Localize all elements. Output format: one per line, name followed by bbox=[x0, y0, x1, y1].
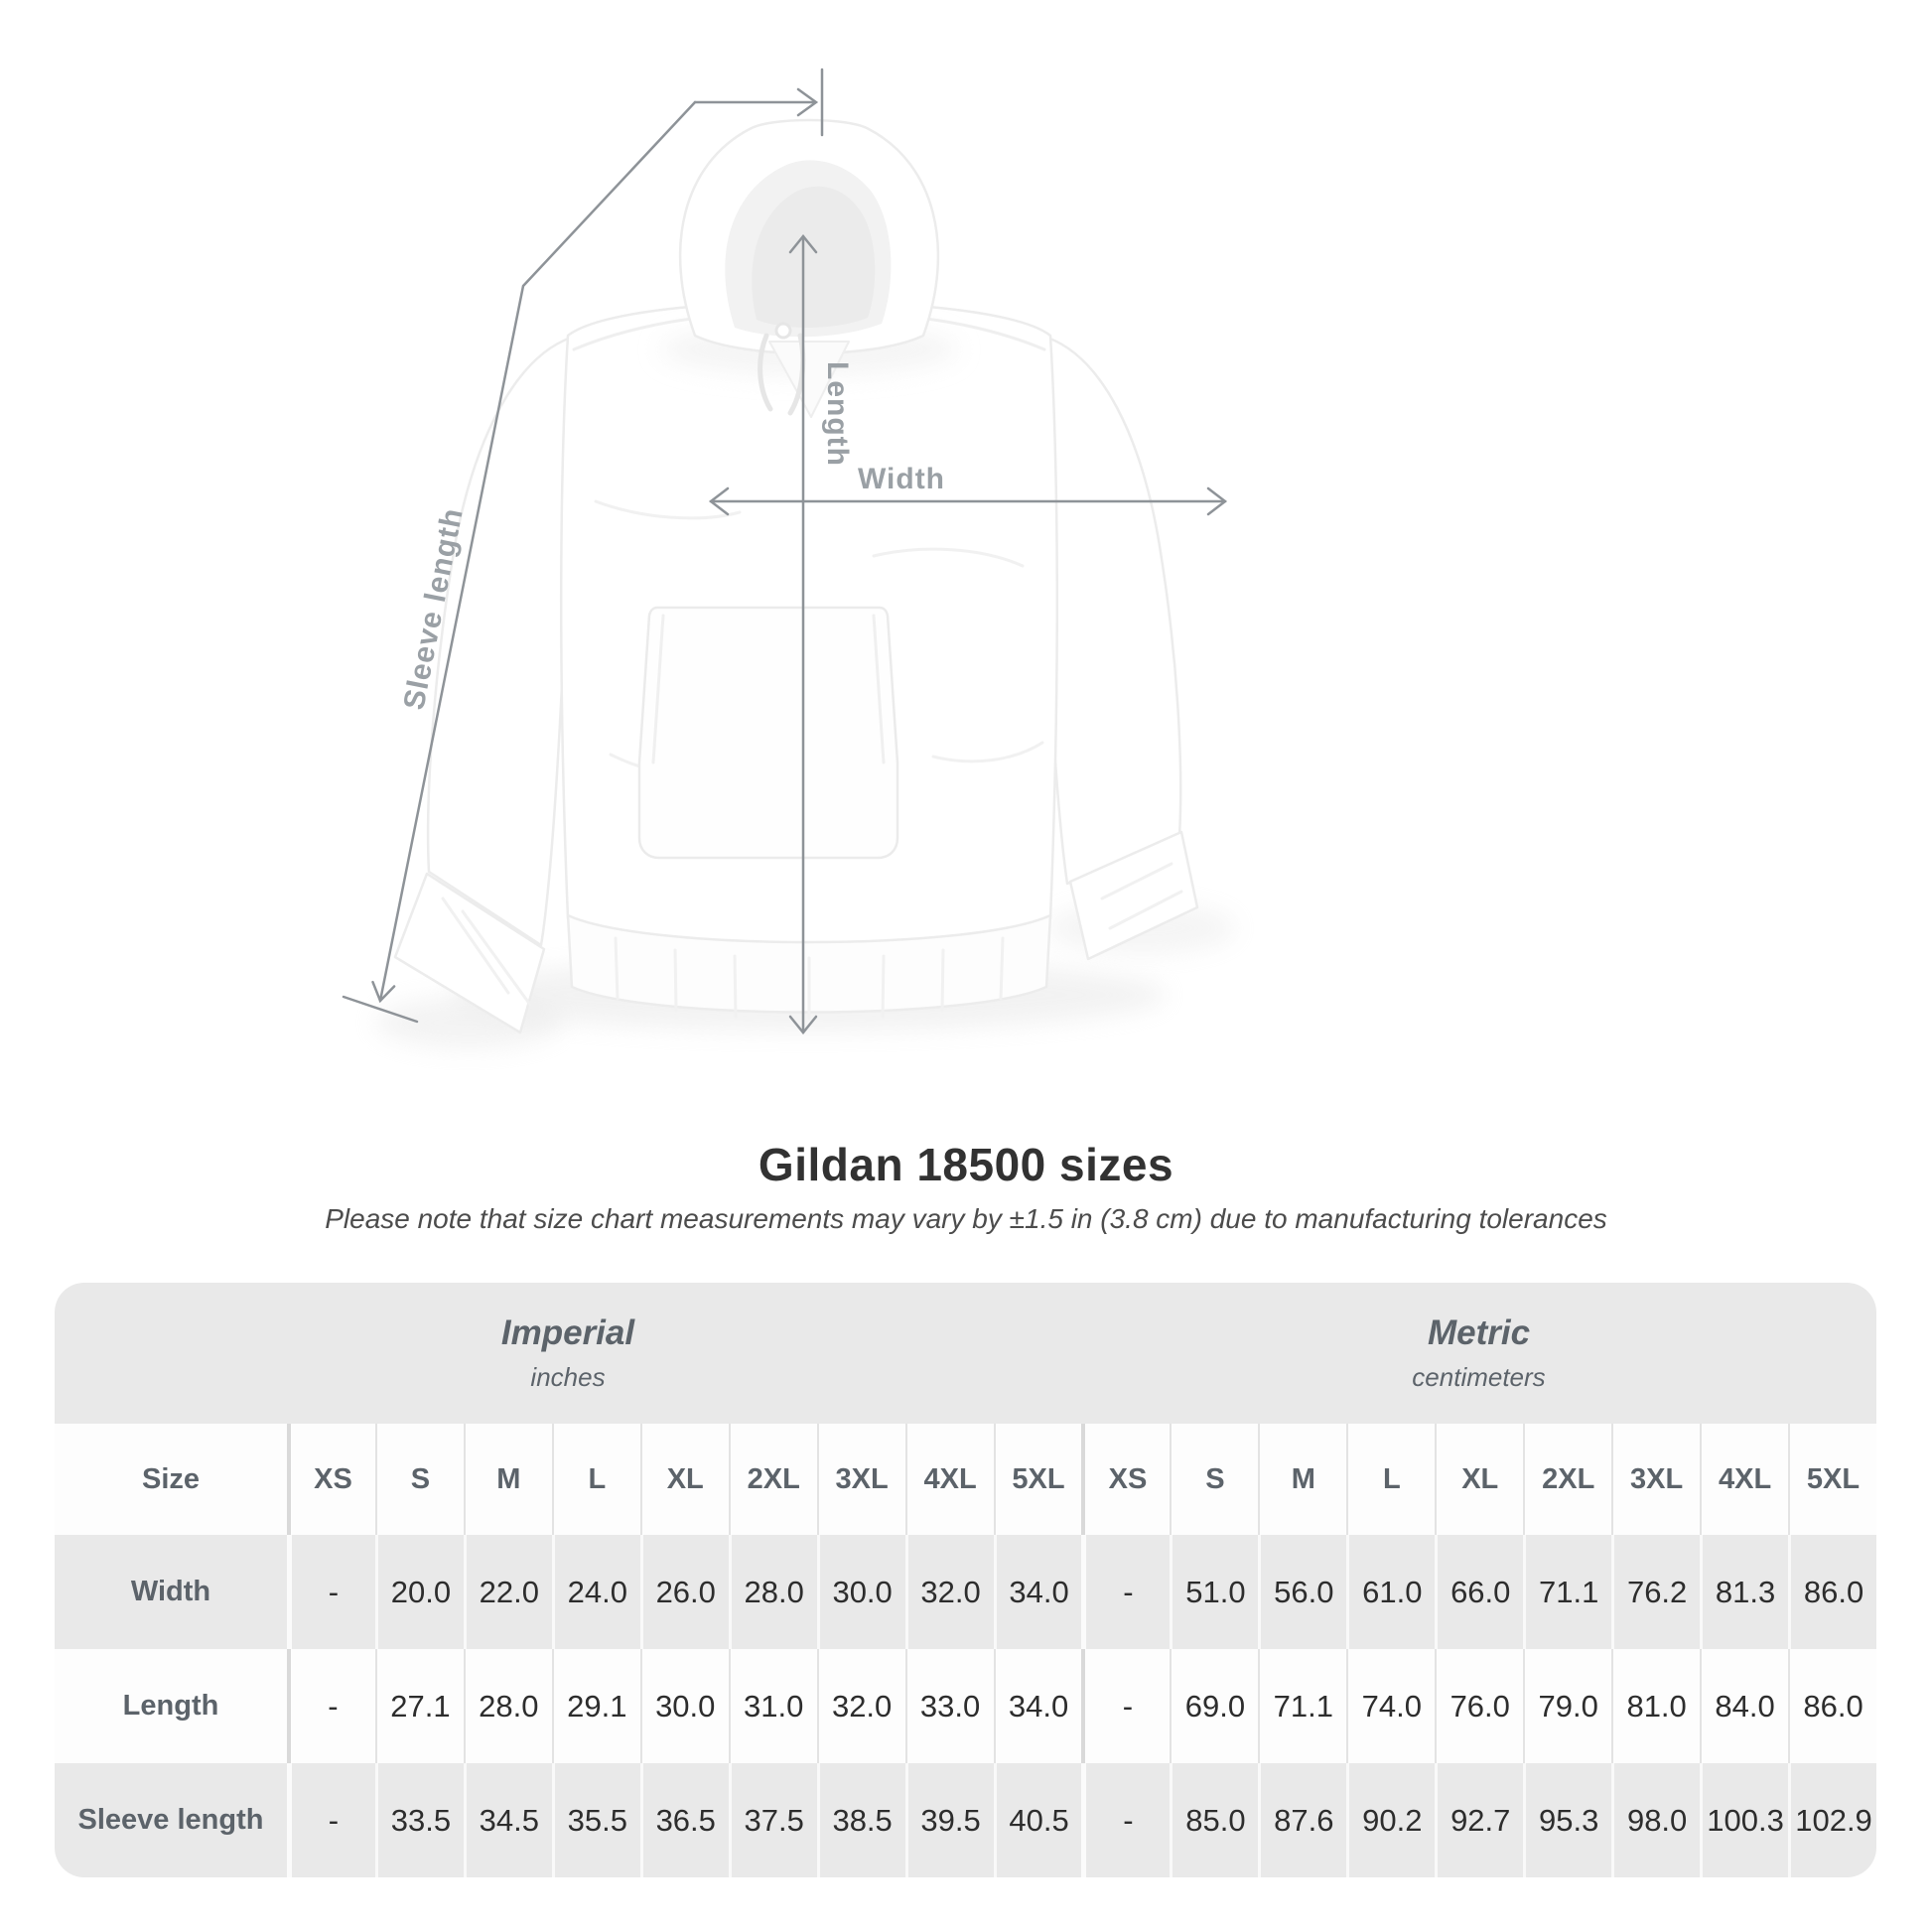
width-label: Width bbox=[857, 463, 946, 495]
table-cell: 34.0 bbox=[994, 1535, 1082, 1649]
table-cell: 28.0 bbox=[464, 1649, 552, 1763]
size-header-cell: 2XL bbox=[1523, 1424, 1611, 1535]
size-header-cell: M bbox=[1258, 1424, 1346, 1535]
length-label: Length bbox=[821, 361, 854, 467]
table-cell: 85.0 bbox=[1170, 1763, 1258, 1877]
size-header-cell: XL bbox=[1435, 1424, 1523, 1535]
table-cell: 87.6 bbox=[1258, 1763, 1346, 1877]
table-cell: 51.0 bbox=[1170, 1535, 1258, 1649]
table-cell: 20.0 bbox=[375, 1535, 464, 1649]
table-cell: 86.0 bbox=[1788, 1535, 1876, 1649]
hoodie-photo bbox=[395, 120, 1197, 1033]
table-cell: 71.1 bbox=[1258, 1649, 1346, 1763]
table-cell: 90.2 bbox=[1346, 1763, 1435, 1877]
table-cell: 31.0 bbox=[729, 1649, 817, 1763]
row-label: Width bbox=[55, 1535, 287, 1649]
table-cell: 27.1 bbox=[375, 1649, 464, 1763]
size-header-cell: M bbox=[464, 1424, 552, 1535]
page-title: Gildan 18500 sizes bbox=[758, 1139, 1174, 1190]
table-cell: 98.0 bbox=[1611, 1763, 1700, 1877]
table-row-sleeve-length bbox=[55, 1763, 1876, 1877]
table-cell: - bbox=[287, 1763, 375, 1877]
row-label: Sleeve length bbox=[55, 1763, 287, 1877]
table-cell: 34.0 bbox=[994, 1649, 1082, 1763]
size-header-cell: L bbox=[1346, 1424, 1435, 1535]
size-header-cell: XL bbox=[640, 1424, 729, 1535]
imperial-label: Imperial bbox=[500, 1313, 635, 1352]
size-header-cell: 4XL bbox=[905, 1424, 994, 1535]
table-cell: 76.2 bbox=[1611, 1535, 1700, 1649]
table-cell: 35.5 bbox=[552, 1763, 640, 1877]
size-header-cell: 4XL bbox=[1700, 1424, 1788, 1535]
table-cell: 32.0 bbox=[905, 1535, 994, 1649]
table-cell: 37.5 bbox=[729, 1763, 817, 1877]
table-cell: 39.5 bbox=[905, 1763, 994, 1877]
imperial-group-header bbox=[55, 1283, 1081, 1424]
table-cell: 22.0 bbox=[464, 1535, 552, 1649]
table-cell: - bbox=[287, 1649, 375, 1763]
table-cell: 100.3 bbox=[1700, 1763, 1788, 1877]
table-cell: 33.0 bbox=[905, 1649, 994, 1763]
imperial-unit-label: inches bbox=[530, 1362, 606, 1392]
table-cell: 102.9 bbox=[1788, 1763, 1876, 1877]
size-header-cell: 5XL bbox=[994, 1424, 1082, 1535]
table-cell: 74.0 bbox=[1346, 1649, 1435, 1763]
table-cell: 69.0 bbox=[1170, 1649, 1258, 1763]
table-cell: 34.5 bbox=[464, 1763, 552, 1877]
metric-unit-label: centimeters bbox=[1412, 1362, 1546, 1392]
size-header-cell: 3XL bbox=[817, 1424, 905, 1535]
table-cell: 33.5 bbox=[375, 1763, 464, 1877]
table-cell: 38.5 bbox=[817, 1763, 905, 1877]
table-cell: 26.0 bbox=[640, 1535, 729, 1649]
table-cell: - bbox=[1081, 1763, 1170, 1877]
table-row-length bbox=[55, 1649, 1876, 1763]
table-cell: - bbox=[1081, 1649, 1170, 1763]
table-cell: 81.3 bbox=[1700, 1535, 1788, 1649]
table-cell: 61.0 bbox=[1346, 1535, 1435, 1649]
metric-label: Metric bbox=[1427, 1313, 1531, 1352]
table-cell: 81.0 bbox=[1611, 1649, 1700, 1763]
size-header-cell: L bbox=[552, 1424, 640, 1535]
size-header-cell: 2XL bbox=[729, 1424, 817, 1535]
table-cell: 66.0 bbox=[1435, 1535, 1523, 1649]
table-cell: 84.0 bbox=[1700, 1649, 1788, 1763]
table-cell: 24.0 bbox=[552, 1535, 640, 1649]
table-cell: - bbox=[287, 1535, 375, 1649]
unit-group-band bbox=[55, 1283, 1876, 1424]
sleeve-length-label: Sleeve length bbox=[397, 504, 470, 713]
size-column-header: Size bbox=[55, 1424, 287, 1535]
size-header-cell: XS bbox=[287, 1424, 375, 1535]
size-header-cell: XS bbox=[1081, 1424, 1170, 1535]
table-cell: 29.1 bbox=[552, 1649, 640, 1763]
table-cell: 71.1 bbox=[1523, 1535, 1611, 1649]
table-cell: 92.7 bbox=[1435, 1763, 1523, 1877]
row-label: Length bbox=[55, 1649, 287, 1763]
size-header-cell: 5XL bbox=[1788, 1424, 1876, 1535]
size-header-cell: 3XL bbox=[1611, 1424, 1700, 1535]
size-header-cell: S bbox=[1170, 1424, 1258, 1535]
table-cell: 36.5 bbox=[640, 1763, 729, 1877]
table-cell: 30.0 bbox=[640, 1649, 729, 1763]
size-table bbox=[55, 1283, 1876, 1877]
metric-group-header bbox=[1081, 1283, 1876, 1424]
size-header-row bbox=[55, 1424, 1876, 1535]
tolerance-note: Please note that size chart measurements may vary by ±1.5 in (3.8 cm) due to manufacturing tolerances bbox=[325, 1203, 1607, 1234]
table-cell: 30.0 bbox=[817, 1535, 905, 1649]
table-cell: 86.0 bbox=[1788, 1649, 1876, 1763]
table-cell: - bbox=[1081, 1535, 1170, 1649]
table-cell: 76.0 bbox=[1435, 1649, 1523, 1763]
size-header-cell: S bbox=[375, 1424, 464, 1535]
table-cell: 56.0 bbox=[1258, 1535, 1346, 1649]
table-row-width bbox=[55, 1535, 1876, 1649]
table-cell: 28.0 bbox=[729, 1535, 817, 1649]
table-cell: 79.0 bbox=[1523, 1649, 1611, 1763]
table-cell: 95.3 bbox=[1523, 1763, 1611, 1877]
table-cell: 32.0 bbox=[817, 1649, 905, 1763]
table-cell: 40.5 bbox=[994, 1763, 1082, 1877]
